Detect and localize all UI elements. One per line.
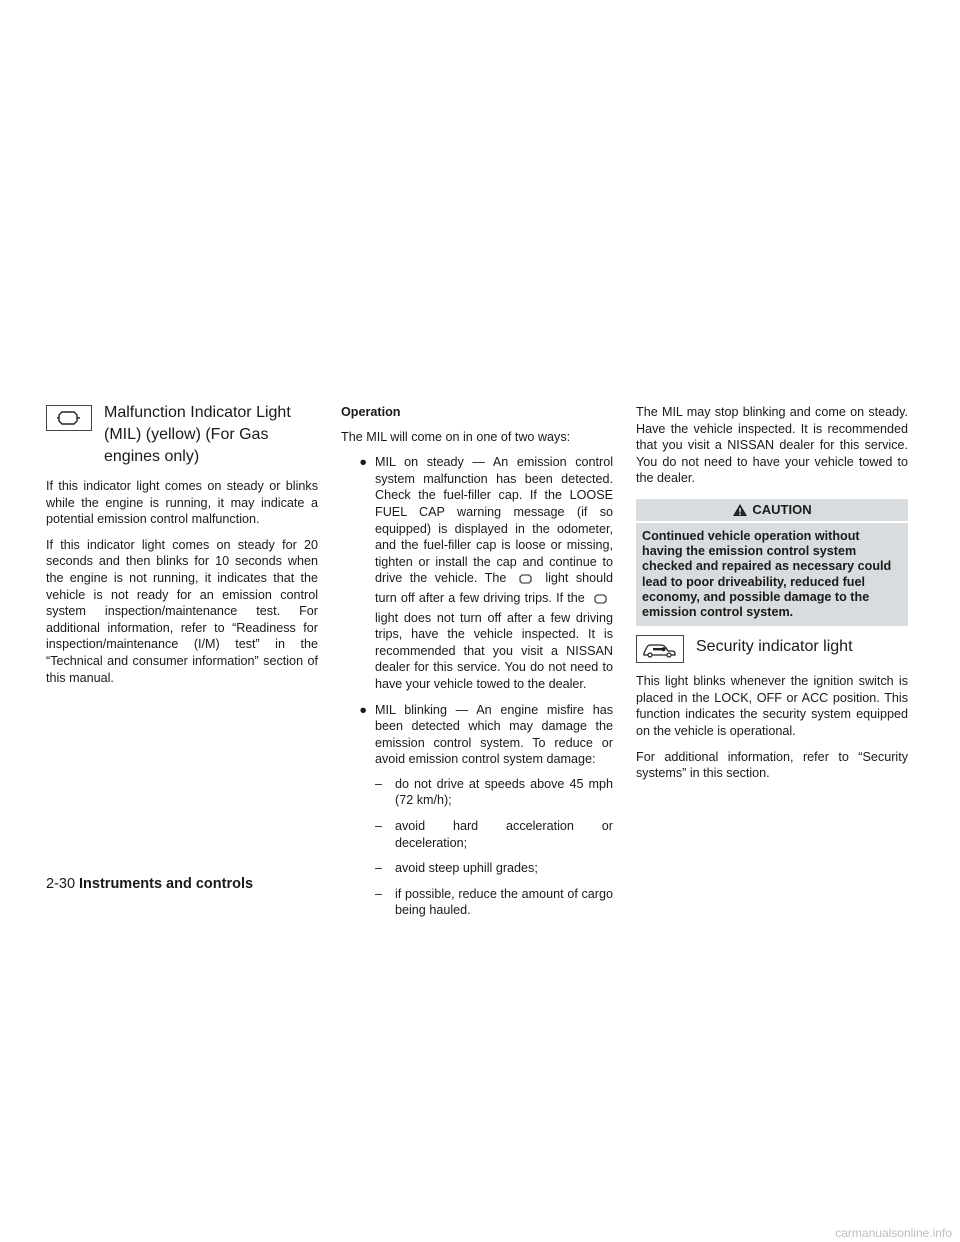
left-column	[46, 404, 318, 695]
security-header	[636, 635, 908, 663]
caution-text: Continued vehicle operation without having the emission control system checked and repaired as necessary could lead to poor driveability, reduced fuel economy, and possible damage to the emission control system.	[636, 523, 908, 626]
mil-blinking-text: MIL blinking — An engine misfire has been detected which may damage the emission control system. To reduce or avoid emission control system damage:	[375, 702, 613, 767]
operation-bullets	[341, 454, 613, 928]
caution-header	[636, 499, 908, 521]
list-item: – avoid hard acceleration or deceleration;	[375, 819, 613, 850]
mil-steady-text-b: light should turn off after a few driving trips. If the	[375, 571, 613, 605]
mil-blinking-followup: The MIL may stop blinking and come on steady. Have the vehicle inspected. It is recommended that you visit a NISSAN dealer for this service. You do not need to have your vehicle towed to the dealer.	[636, 405, 908, 486]
security-title: Security indicator light	[696, 638, 853, 656]
watermark: carmanualsonline.info	[835, 1226, 952, 1240]
engine-check-icon	[518, 573, 534, 590]
engine-check-icon	[46, 405, 92, 431]
bullet-mil-blinking	[341, 702, 613, 929]
caution-label: CAUTION	[752, 501, 812, 517]
car-key-icon	[636, 635, 684, 663]
mil-paragraph-2: If this indicator light comes on steady for 20 seconds and then blinks for 10 seconds when the engine is not running, it indicates that the vehicle is not ready for an emission control system inspection/maintenance test. For additional information, refer to “Readiness for inspection/maintenance (I/M) test” in the “Technical and consumer information” section of this manual.	[46, 537, 318, 685]
section-name: Instruments and controls	[79, 876, 254, 892]
warning-icon	[732, 503, 748, 517]
middle-column	[341, 404, 613, 937]
right-column	[636, 404, 908, 791]
dash-list	[375, 776, 613, 919]
bullet-dot: ●	[359, 455, 367, 470]
engine-check-icon	[593, 593, 609, 610]
list-item: – avoid steep uphill grades;	[375, 861, 538, 876]
operation-intro: The MIL will come on in one of two ways:	[341, 429, 571, 444]
bullet-dot: ●	[359, 702, 367, 717]
security-paragraph-2: For additional information, refer to “Security systems” in this section.	[636, 749, 908, 781]
page-number: 2-30	[46, 876, 76, 892]
bullet-mil-steady	[341, 454, 613, 692]
page-footer	[46, 876, 253, 892]
mil-steady-text-a: MIL on steady — An emission control system malfunction has been detected. Check the fuel-filler cap. If the LOOSE FUEL CAP warning message (if so equipped) is displayed in the odometer, and the fuel-filler cap is loose or missing, tighten or install the cap and continue to drive the vehicle. The	[375, 455, 613, 586]
security-paragraph-1: This light blinks whenever the ignition switch is placed in the LOCK, OFF or ACC position. This function indicates the security system equipped on the vehicle is operational.	[636, 674, 908, 738]
list-item: – if possible, reduce the amount of cargo being hauled.	[375, 886, 613, 918]
mil-header	[46, 404, 318, 468]
mil-title: Malfunction Indicator Light (MIL) (yellow) (For Gas engines only)	[104, 404, 291, 465]
mil-paragraph-1: If this indicator light comes on steady or blinks while the engine is running, it may indicate a potential emission control malfunction.	[46, 479, 318, 527]
operation-heading: Operation	[341, 405, 401, 419]
list-item: – do not drive at speeds above 45 mph (72 km/h);	[375, 776, 613, 808]
mil-steady-text-c: light does not turn off after a few driving trips, have the vehicle inspected. It is recommended that you visit a NISSAN dealer for this service. You do not need to have your vehicle towed to the dealer.	[375, 610, 613, 691]
